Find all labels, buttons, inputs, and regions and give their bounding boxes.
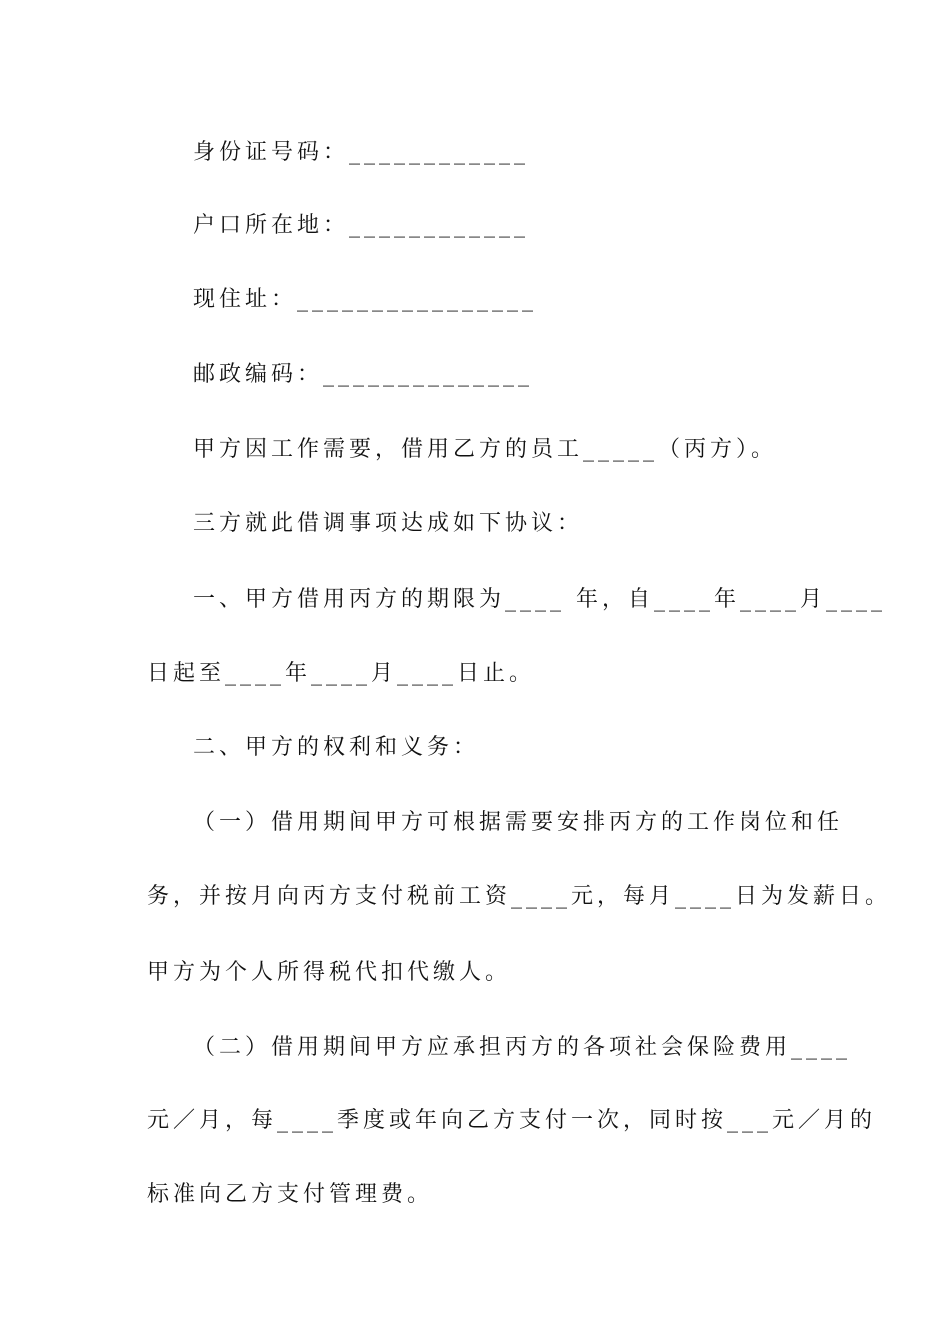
clause-2-1-line-1: （一）借用期间甲方可根据需要安排丙方的工作岗位和任 xyxy=(193,810,844,835)
agreement-intro: 三方就此借调事项达成如下协议： xyxy=(193,511,584,536)
clause-2-1-line-2: 务，并按月向丙方支付税前工资____元，每月____日为发薪日。 xyxy=(147,884,892,909)
clause-2-heading: 二、甲方的权利和义务： xyxy=(193,735,480,760)
household-registration-line: 户口所在地：____________ xyxy=(193,213,530,238)
current-address-line: 现住址：________________ xyxy=(193,287,538,312)
clause-2-2-line-1: （二）借用期间甲方应承担丙方的各项社会保险费用____ xyxy=(193,1035,852,1060)
borrowing-statement: 甲方因工作需要，借用乙方的员工_____（丙方）。 xyxy=(193,437,778,462)
clause-1-line-1: 一、甲方借用丙方的期限为____ 年，自____年____月____ xyxy=(193,587,886,612)
postal-code-line: 邮政编码：______________ xyxy=(193,362,534,387)
id-number-line: 身份证号码：____________ xyxy=(193,140,530,165)
clause-2-1-line-3: 甲方为个人所得税代扣代缴人。 xyxy=(147,960,512,985)
clause-1-line-2: 日起至____年____月____日止。 xyxy=(147,661,536,686)
clause-2-2-line-3: 标准向乙方支付管理费。 xyxy=(147,1182,434,1207)
clause-2-2-line-2: 元／月，每____季度或年向乙方支付一次，同时按___元／月的 xyxy=(147,1108,877,1133)
